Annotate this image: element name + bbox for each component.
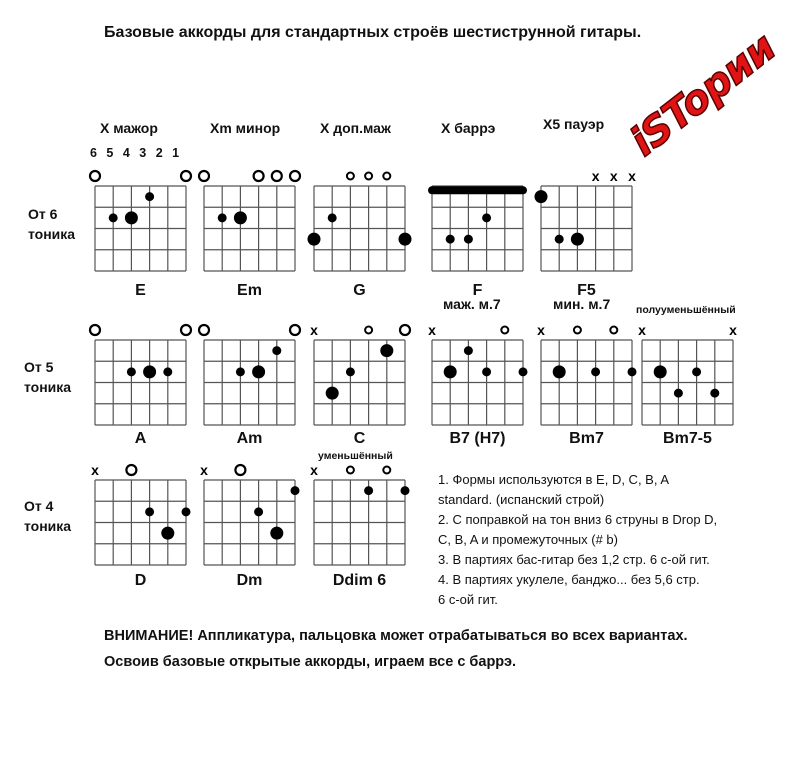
fretted-note-dot: [234, 211, 247, 224]
fretted-note-dot: [482, 213, 491, 222]
fretted-note-dot: [553, 365, 566, 378]
fretted-note-dot: [399, 233, 412, 246]
chord-name-bm7-5: Bm7-5: [663, 430, 712, 447]
open-string-mark: [383, 467, 390, 474]
fretted-note-dot: [364, 486, 373, 495]
fretted-note-dot: [674, 389, 683, 398]
sublabel-maj7: маж. м.7: [443, 296, 501, 312]
fretted-note-dot: [482, 367, 491, 376]
muted-string-mark: x: [729, 322, 737, 338]
muted-string-mark: x: [428, 322, 436, 338]
fretted-note-dot: [591, 367, 600, 376]
note-line-4: C, B, A и промежуточных (# b): [438, 532, 618, 547]
warning-line-1: ВНИМАНИЕ! Аппликатура, пальцовка может отрабатываться во всех вариантах.: [104, 628, 688, 644]
row-label-6-line2: тоника: [28, 226, 76, 242]
note-line-6: 4. В партиях укулеле, банджо... без 5,6 стр.: [438, 572, 700, 587]
fretted-note-dot: [446, 235, 455, 244]
note-line-5: 3. В партиях бас-гитар без 1,2 стр. 6 с-ой гит.: [438, 552, 710, 567]
open-string-mark: [181, 171, 191, 181]
open-string-mark: [347, 467, 354, 474]
muted-string-mark: x: [200, 462, 208, 478]
muted-string-mark: x: [310, 322, 318, 338]
chord-name-c: C: [353, 430, 366, 447]
note-line-2: standard. (испанский строй): [438, 492, 605, 507]
row-label-4-line1: От 4: [24, 498, 54, 514]
chord-name-am: Am: [236, 430, 263, 447]
fretted-note-dot: [692, 367, 701, 376]
column-header-major: X мажор: [100, 120, 158, 136]
fretted-note-dot: [163, 367, 172, 376]
column-header-barre: X баррэ: [441, 120, 496, 136]
column-header-minor: Xm минор: [210, 120, 281, 136]
fretted-note-dot: [145, 192, 154, 201]
open-string-mark: [365, 173, 372, 180]
fretted-note-dot: [236, 367, 245, 376]
fretted-note-dot: [182, 507, 191, 516]
fretted-note-dot: [328, 213, 337, 222]
fretted-note-dot: [654, 365, 667, 378]
chord-name-f5: F5: [577, 282, 596, 299]
chord-name-b7-h7-: B7 (H7): [449, 430, 506, 447]
muted-string-mark: x: [310, 462, 318, 478]
chord-name-e: E: [135, 282, 146, 299]
fretted-note-dot: [109, 213, 118, 222]
open-string-mark: [272, 171, 282, 181]
fretted-note-dot: [464, 235, 473, 244]
fretted-note-dot: [464, 346, 473, 355]
muted-string-mark: x: [591, 168, 600, 184]
fretted-note-dot: [555, 235, 564, 244]
open-string-mark: [199, 171, 209, 181]
open-string-mark: [383, 173, 390, 180]
open-string-mark: [199, 325, 209, 335]
fretted-note-dot: [308, 233, 321, 246]
fretted-note-dot: [254, 507, 263, 516]
row-label-4-line2: тоника: [24, 518, 72, 534]
notes-block: [438, 470, 717, 610]
fretted-note-dot: [272, 346, 281, 355]
open-string-mark: [90, 171, 100, 181]
chord-name-em: Em: [237, 282, 262, 299]
fretted-note-dot: [519, 367, 528, 376]
fretted-note-dot: [125, 211, 138, 224]
fretted-note-dot: [127, 367, 136, 376]
row-label-5-line2: тоника: [24, 379, 72, 395]
fretted-note-dot: [161, 527, 174, 540]
fretted-note-dot: [270, 527, 283, 540]
fretted-note-dot: [145, 507, 154, 516]
sublabel-halfdim: полууменьшённый: [636, 304, 736, 316]
muted-string-mark: x: [638, 322, 646, 338]
muted-string-mark: x: [628, 168, 636, 184]
open-string-mark: [290, 325, 300, 335]
string-numbers-text: 6 5 4 3 2 1: [90, 146, 180, 160]
fretted-note-dot: [143, 365, 156, 378]
fretted-note-dot: [380, 344, 393, 357]
fretted-note-dot: [218, 213, 227, 222]
open-string-mark: [254, 171, 264, 181]
open-string-mark: [365, 327, 372, 334]
open-string-mark: [574, 327, 581, 334]
muted-string-mark: x: [537, 322, 545, 338]
open-string-mark: [400, 325, 410, 335]
fretted-note-dot: [252, 365, 265, 378]
note-line-3: 2. С поправкой на тон вниз 6 струны в Drop D,: [438, 512, 718, 527]
open-string-mark: [347, 173, 354, 180]
open-string-mark: [126, 465, 136, 475]
note-line-1: 1. Формы используются в E, D, C, B, A: [438, 472, 670, 487]
open-string-mark: [235, 465, 245, 475]
fretted-note-dot: [628, 367, 637, 376]
chord-name-bm7: Bm7: [569, 430, 604, 447]
open-string-mark: [90, 325, 100, 335]
chord-name-g: G: [353, 282, 366, 299]
muted-string-mark: x: [609, 168, 618, 184]
column-header-dom: X доп.маж: [320, 120, 391, 136]
istorii-logo: iSTopии: [621, 24, 784, 166]
row-label-5-line1: От 5: [24, 359, 54, 375]
fretted-note-dot: [571, 233, 584, 246]
open-string-mark: [181, 325, 191, 335]
chord-name-dm: Dm: [236, 572, 263, 589]
fretted-note-dot: [291, 486, 300, 495]
note-line-7: 6 с-ой гит.: [438, 592, 498, 607]
open-string-mark: [501, 327, 508, 334]
fretted-note-dot: [401, 486, 410, 495]
open-string-mark: [610, 327, 617, 334]
fretted-note-dot: [535, 190, 548, 203]
fretted-note-dot: [444, 365, 457, 378]
sublabel-dim: уменьшённый: [318, 450, 393, 462]
chord-name-f: F: [472, 282, 483, 299]
warning-line-2: Освоив базовые открытые аккорды, играем все с баррэ.: [104, 654, 517, 670]
fretted-note-dot: [346, 367, 355, 376]
muted-string-mark: x: [91, 462, 99, 478]
column-header-power: X5 пауэр: [543, 116, 605, 132]
sublabel-min7: мин. м.7: [553, 296, 611, 312]
barre-mark: [428, 186, 527, 194]
page-title: Базовые аккорды для стандартных строёв шестиструнной гитары.: [104, 24, 642, 41]
chord-name-a: A: [134, 430, 147, 447]
chord-name-ddim-6: Ddim 6: [332, 572, 387, 589]
fretted-note-dot: [710, 389, 719, 398]
row-label-6-line1: От 6: [28, 206, 58, 222]
open-string-mark: [290, 171, 300, 181]
fretted-note-dot: [326, 387, 339, 400]
chord-name-d: D: [134, 572, 147, 589]
